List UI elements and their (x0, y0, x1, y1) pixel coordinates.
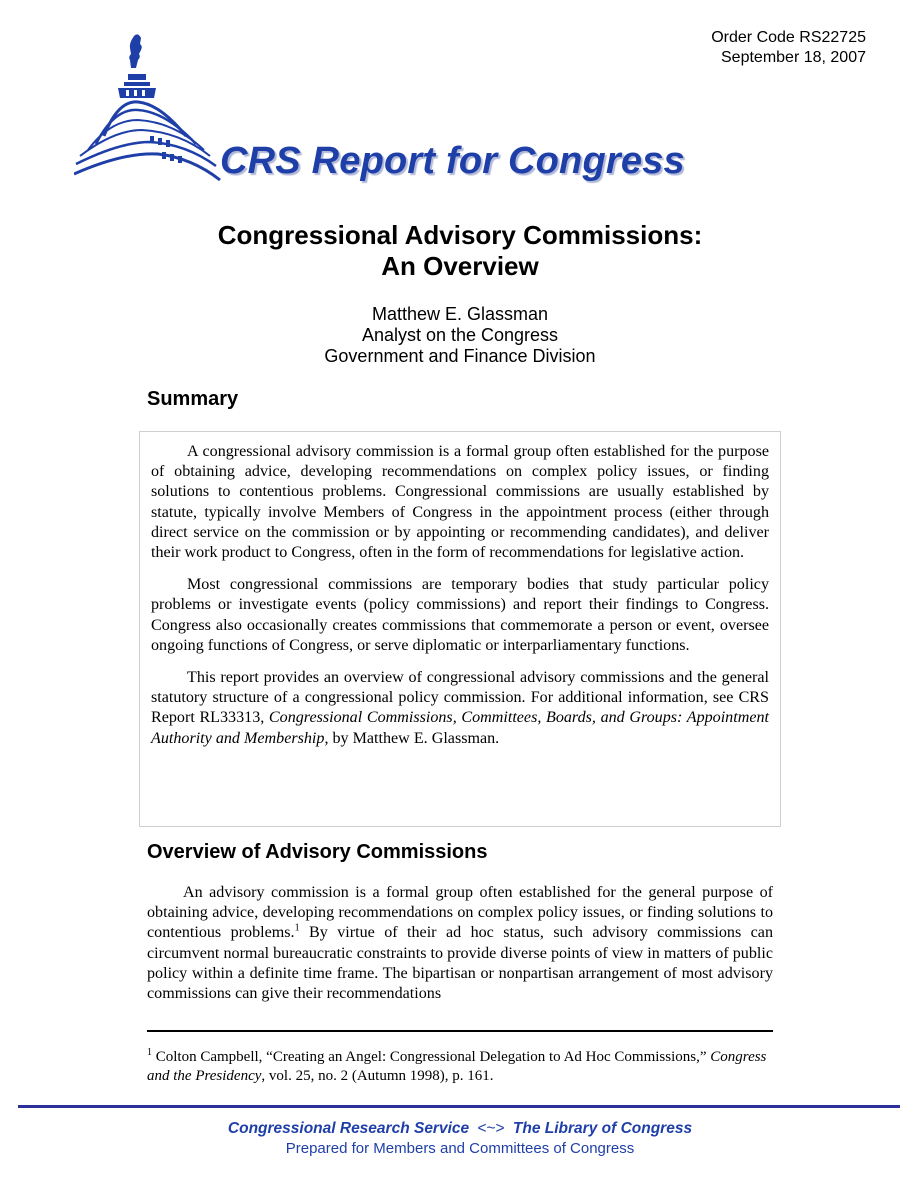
overview-paragraph-1 (147, 883, 773, 1004)
overview-body (147, 883, 773, 1004)
footnote-citation: , vol. 25, no. 2 (Autumn 1998), p. 161. (261, 1068, 494, 1084)
author-position: Analyst on the Congress (361, 325, 559, 345)
capitol-dome-icon (74, 28, 224, 186)
crs-report-banner: CRS Report for Congress (220, 140, 685, 182)
overview-heading: Overview of Advisory Commissions (147, 841, 488, 863)
cited-report-title: Congressional Commissions, Committees, Boards, and Groups: Appointment Authority and Membership (151, 709, 769, 747)
title-line-1: Congressional Advisory Commissions: (217, 220, 703, 250)
summary-paragraph-1: A congressional advisory commission is a formal group often established for the purpose of obtaining advice, developing recommendations on complex policy issues, or finding solutions to contentious problems. Congressional commissions are usually established by statute, typically involve Members of Congress in the appointment process (either through direct service on the commission or by appointing or recommending candidates), and deliver their work product to Congress, often in the form of recommendations for legislative action. (151, 443, 769, 562)
author-division: Government and Finance Division (324, 346, 596, 366)
footer-library: The Library of Congress (512, 1120, 693, 1137)
footnote-journal: Congress and the Presidency (147, 1049, 767, 1084)
footnote-ref-1[interactable]: 1 (294, 923, 300, 935)
order-code-block (711, 28, 866, 68)
report-title (0, 220, 920, 282)
summary-paragraph-2: Most congressional commissions are temporary bodies that study particular policy problems or investigate events (policy commissions) and report their findings to Congress. Congress also occasionally creates commissions that commemorate a person or event, oversee ongoing functions of Congress, or serve diplomatic or interparliamentary functions. (151, 576, 769, 654)
title-line-2: An Overview (381, 251, 539, 281)
footer-crs: Congressional Research Service (227, 1120, 470, 1137)
report-date: September 18, 2007 (721, 49, 866, 66)
overview-p1-continued: By virtue of their ad hoc status, such advisory commissions can circumvent normal bureaucratic constraints to provide diverse points of view in matters of public policy within a definite time frame. The bipartisan or nonpartisan arrangement of most advisory commissions can give their recommendations (147, 924, 773, 1003)
footnote-divider (147, 1030, 773, 1032)
summary-p3-text: This report provides an overview of congressional advisory commissions and the general statutory structure of a congressional policy commission. For additional information, see CRS Report RL33313, (151, 669, 769, 727)
summary-paragraph-3 (151, 668, 769, 749)
summary-heading: Summary (147, 388, 239, 410)
footnote-1 (147, 1048, 773, 1086)
order-code: Order Code RS22725 (711, 29, 866, 46)
summary-p3-author: , by Matthew E. Glassman. (324, 729, 500, 747)
footnote-text: Colton Campbell, “Creating an Angel: Congressional Delegation to Ad Hoc Commissions,” (152, 1049, 711, 1065)
footer-divider (18, 1105, 900, 1108)
author-name: Matthew E. Glassman (371, 304, 549, 324)
summary-text (151, 442, 769, 749)
footer-separator-icon: <~> (477, 1120, 505, 1137)
overview-p1-text: An advisory commission is a formal group often established for the general purpose of obtaining advice, developing recommendations on complex policy issues, or finding solutions to contentious problems. (147, 884, 773, 942)
author-block (0, 304, 920, 367)
footer-organization (0, 1120, 920, 1138)
footer-prepared-for: Prepared for Members and Committees of Congress (285, 1140, 635, 1157)
footnote-number: 1 (147, 1047, 152, 1058)
